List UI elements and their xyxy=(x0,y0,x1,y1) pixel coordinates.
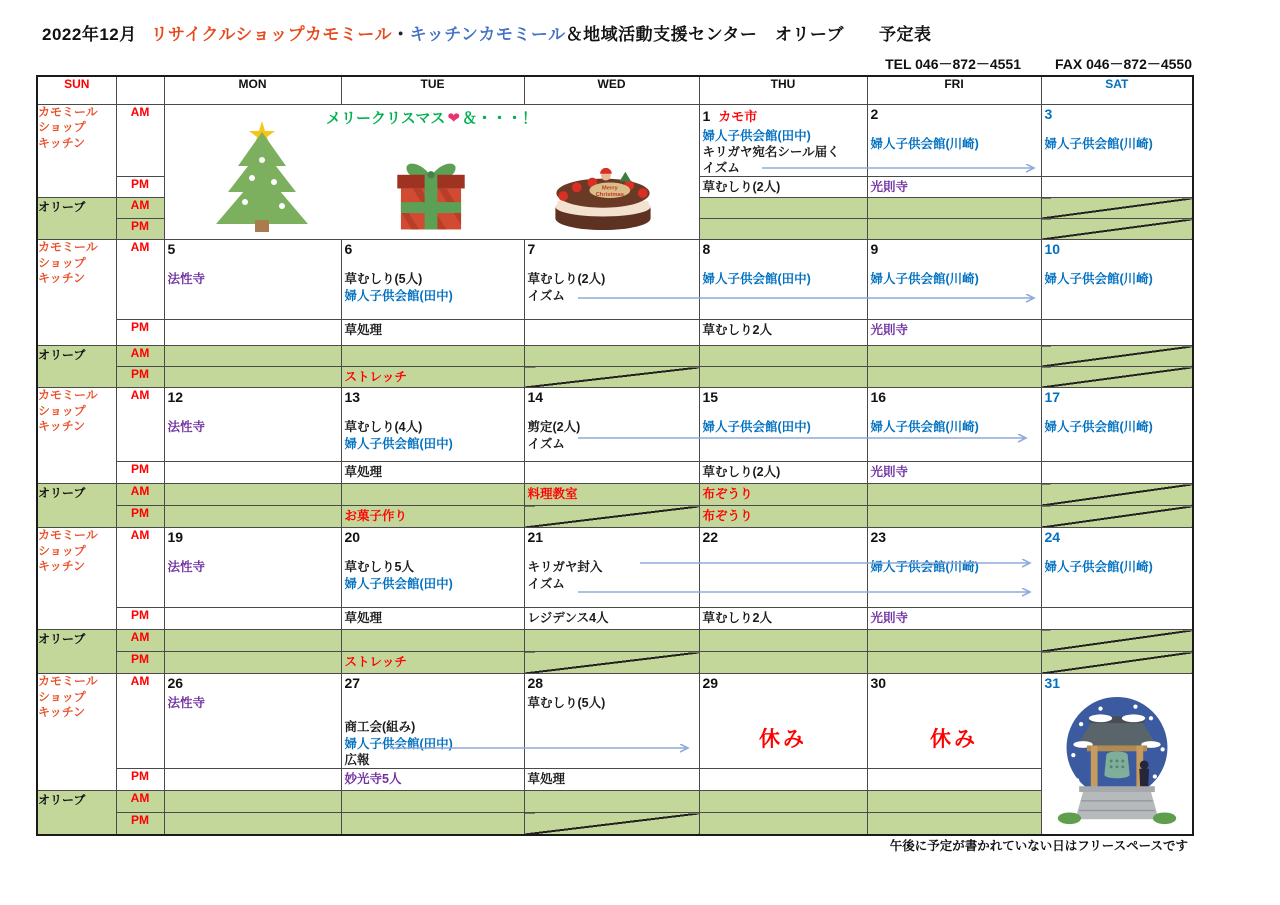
olive-pm-cell xyxy=(867,219,1041,240)
olive-am-cell xyxy=(867,791,1041,813)
day-cell-2: 2 婦人子供会館(川崎) xyxy=(867,104,1041,177)
olive-pm-cell xyxy=(867,367,1041,388)
olive-am-cell xyxy=(164,484,341,506)
olive-am-cell: 料理教室 xyxy=(524,484,699,506)
row-label-olive: オリーブ xyxy=(37,198,116,240)
olive-pm-cell xyxy=(341,813,524,835)
pm-cell xyxy=(699,769,867,791)
olive-am-cell xyxy=(699,346,867,367)
pm-label: PM xyxy=(116,652,164,674)
title-year-month: 2022年12月 xyxy=(42,25,137,44)
day-cell-8: 8 婦人子供会館(田中) xyxy=(699,240,867,320)
svg-text:Christmas: Christmas xyxy=(595,191,624,198)
olive-pm-cell: 布ぞうり xyxy=(699,506,867,528)
am-label: AM xyxy=(116,198,164,219)
day-cell-1: 1 カモ市 婦人子供会館(田中) キリガヤ宛名シール届く イズム xyxy=(699,104,867,177)
pm-cell xyxy=(1041,462,1193,484)
olive-am-cell xyxy=(164,346,341,367)
day-cell-27: 27 商工会(組み) 婦人子供会館(田中) 広報 xyxy=(341,674,524,769)
olive-pm-cell xyxy=(164,506,341,528)
olive-am-cell xyxy=(524,630,699,652)
pm-cell: 光則寺 xyxy=(867,320,1041,346)
day-cell-19: 19 法性寺 xyxy=(164,528,341,608)
event: 法性寺 xyxy=(167,696,206,711)
header-sat: SAT xyxy=(1041,76,1193,104)
am-label: AM xyxy=(116,104,164,177)
pm-cell: 草処理 xyxy=(341,320,524,346)
event: 婦人子供会館(川崎) xyxy=(870,136,979,151)
event: 婦人子供会館(田中) xyxy=(344,576,453,591)
fax-number: FAX 046－872－4550 xyxy=(1055,56,1192,72)
pm-label: PM xyxy=(116,367,164,388)
pm-label: PM xyxy=(116,320,164,346)
day-cell-26: 26 法性寺 xyxy=(164,674,341,769)
day-cell-23: 23 婦人子供会館(川崎) xyxy=(867,528,1041,608)
olive-pm-cell xyxy=(699,813,867,835)
olive-am-cell-closed xyxy=(1041,484,1193,506)
olive-am-cell xyxy=(164,630,341,652)
closed-label: 休み xyxy=(930,728,978,752)
pm-label: PM xyxy=(116,177,164,198)
am-label: AM xyxy=(116,674,164,769)
row-label-chamomile: カモミール ショップ キッチン xyxy=(37,674,116,791)
event: 婦人子供会館(川崎) xyxy=(870,420,979,435)
olive-pm-cell-closed xyxy=(1041,367,1193,388)
olive-am-cell xyxy=(164,791,341,813)
pm-cell: 草処理 xyxy=(524,769,699,791)
day-cell-15: 15 婦人子供会館(田中) xyxy=(699,388,867,462)
christmas-decoration-cell xyxy=(164,104,699,240)
pm-cell: 草むしり2人 xyxy=(699,608,867,630)
pm-cell: 草処理 xyxy=(341,462,524,484)
row-label-chamomile: カモミール ショップ キッチン xyxy=(37,388,116,484)
pm-cell xyxy=(867,769,1041,791)
svg-text:Merry: Merry xyxy=(601,184,618,191)
christmas-tree-icon xyxy=(211,120,313,232)
contact-line xyxy=(885,54,1192,74)
olive-am-cell: 布ぞうり xyxy=(699,484,867,506)
kamo-ichi-label: カモ市 xyxy=(718,108,758,124)
olive-pm-cell-closed xyxy=(524,652,699,674)
day-cell-9: 9 婦人子供会館(川崎) xyxy=(867,240,1041,320)
header-fri: FRI xyxy=(867,76,1041,104)
day-cell-10: 10 婦人子供会館(川崎) xyxy=(1041,240,1193,320)
pm-label: PM xyxy=(116,462,164,484)
day-cell-31: 31 xyxy=(1041,674,1193,835)
pm-cell: 草むしり2人 xyxy=(699,320,867,346)
day-cell-13: 13 草むしり(4人) 婦人子供会館(田中) xyxy=(341,388,524,462)
am-label: AM xyxy=(116,630,164,652)
event: 婦人子供会館(川崎) xyxy=(1044,136,1153,151)
olive-pm-cell xyxy=(867,506,1041,528)
olive-pm-cell-closed xyxy=(1041,219,1193,240)
olive-pm-cell xyxy=(164,652,341,674)
olive-am-cell xyxy=(867,630,1041,652)
title-center: ＆地域活動支援センター オリーブ 予定表 xyxy=(565,25,932,44)
event: 婦人子供会館(川崎) xyxy=(870,560,979,575)
pm-cell xyxy=(524,320,699,346)
olive-am-cell xyxy=(867,198,1041,219)
day-cell-5: 5 法性寺 xyxy=(164,240,341,320)
olive-am-cell xyxy=(524,791,699,813)
day-cell-21: 21 キリガヤ封入 イズム xyxy=(524,528,699,608)
event: 草むしり(5人) xyxy=(527,696,606,711)
event: 婦人子供会館(田中) xyxy=(702,128,811,143)
day-cell-14: 14 剪定(2人) イズム xyxy=(524,388,699,462)
pm-label: PM xyxy=(116,813,164,835)
am-label: AM xyxy=(116,528,164,608)
olive-am-cell-closed xyxy=(1041,198,1193,219)
pm-cell: 草処理 xyxy=(341,608,524,630)
pm-cell: 妙光寺5人 xyxy=(341,769,524,791)
day-cell-6: 6 草むしり(5人) 婦人子供会館(田中) xyxy=(341,240,524,320)
pm-cell xyxy=(524,462,699,484)
olive-am-cell xyxy=(699,630,867,652)
pm-cell: 草むしり(2人) xyxy=(699,177,867,198)
olive-pm-cell-closed xyxy=(524,367,699,388)
event: 草むしり(2人) xyxy=(527,272,606,287)
pm-cell xyxy=(164,769,341,791)
event: 法性寺 xyxy=(167,560,206,575)
row-label-olive: オリーブ xyxy=(37,484,116,528)
olive-am-cell-closed xyxy=(1041,630,1193,652)
header-sun: SUN xyxy=(37,76,116,104)
pm-cell: 草むしり(2人) xyxy=(699,462,867,484)
event: 婦人子供会館(川崎) xyxy=(1044,420,1153,435)
event: イズム xyxy=(527,576,565,591)
am-label: AM xyxy=(116,484,164,506)
event: 法性寺 xyxy=(167,272,206,287)
event: 婦人子供会館(川崎) xyxy=(1044,272,1153,287)
calendar-table-wrap xyxy=(36,75,1192,836)
olive-am-cell xyxy=(699,791,867,813)
olive-pm-cell-closed xyxy=(1041,506,1193,528)
page-title: 2022年12月 リサイクルショップカモミール・キッチンカモミール＆地域活動支援センター オリーブ 予定表 xyxy=(42,25,932,44)
event: 婦人子供会館(川崎) xyxy=(1044,560,1153,575)
olive-am-cell xyxy=(867,346,1041,367)
olive-am-cell xyxy=(867,484,1041,506)
event: イズム xyxy=(527,288,565,303)
row-label-olive: オリーブ xyxy=(37,791,116,835)
pm-label: PM xyxy=(116,219,164,240)
olive-pm-cell: ストレッチ xyxy=(341,367,524,388)
olive-pm-cell xyxy=(164,813,341,835)
day-cell-24: 24 婦人子供会館(川崎) xyxy=(1041,528,1193,608)
olive-am-cell-closed xyxy=(1041,346,1193,367)
pm-cell xyxy=(164,608,341,630)
olive-pm-cell-closed xyxy=(524,506,699,528)
header-tue: TUE xyxy=(341,76,524,104)
event: キリガヤ宛名シール届く xyxy=(702,144,840,159)
header-ampm-col xyxy=(116,76,164,104)
event: 法性寺 xyxy=(167,420,206,435)
olive-pm-cell: お菓子作り xyxy=(341,506,524,528)
pm-cell: レジデンス4人 xyxy=(524,608,699,630)
event: 婦人子供会館(田中) xyxy=(702,272,811,287)
day-cell-7: 7 草むしり(2人) イズム xyxy=(524,240,699,320)
olive-am-cell xyxy=(341,630,524,652)
olive-am-cell xyxy=(524,346,699,367)
day-cell-30: 30 休み xyxy=(867,674,1041,769)
event: キリガヤ封入 xyxy=(527,560,603,575)
christmas-cake-icon xyxy=(549,164,657,232)
olive-am-cell xyxy=(341,484,524,506)
merry-christmas-banner: メリークリスマス ❤ ＆・・・！ xyxy=(326,109,537,127)
event: 草むしり(4人) xyxy=(344,420,423,435)
row-label-chamomile: カモミール ショップ キッチン xyxy=(37,240,116,346)
pm-cell xyxy=(164,320,341,346)
weekday-header-row xyxy=(37,76,1193,104)
am-label: AM xyxy=(116,346,164,367)
title-recycle-shop: リサイクルショップカモミール xyxy=(150,25,393,44)
olive-pm-cell: ストレッチ xyxy=(341,652,524,674)
olive-pm-cell xyxy=(699,219,867,240)
pm-cell xyxy=(1041,177,1193,198)
olive-pm-cell xyxy=(867,652,1041,674)
pm-cell xyxy=(1041,608,1193,630)
event: 広報 xyxy=(344,752,370,767)
day-cell-28: 28 草むしり(5人) xyxy=(524,674,699,769)
closed-label: 休み xyxy=(759,728,807,752)
header-wed: WED xyxy=(524,76,699,104)
olive-am-cell xyxy=(699,198,867,219)
day-cell-22: 22 xyxy=(699,528,867,608)
gift-box-icon xyxy=(390,154,472,232)
pm-label: PM xyxy=(116,608,164,630)
temple-bell-icon xyxy=(1053,695,1181,827)
event: 草むしり5人 xyxy=(344,560,414,575)
day-cell-20: 20 草むしり5人 婦人子供会館(田中) xyxy=(341,528,524,608)
row-label-olive: オリーブ xyxy=(37,630,116,674)
pm-label: PM xyxy=(116,506,164,528)
event: 商工会(組み) xyxy=(344,720,416,735)
am-label: AM xyxy=(116,388,164,462)
tel-number: TEL 046－872－4551 xyxy=(885,56,1022,72)
olive-pm-cell xyxy=(699,367,867,388)
header-thu: THU xyxy=(699,76,867,104)
am-label: AM xyxy=(116,791,164,813)
olive-pm-cell-closed xyxy=(1041,652,1193,674)
event: イズム xyxy=(702,161,740,175)
pm-cell: 光則寺 xyxy=(867,462,1041,484)
row-label-chamomile: カモミール ショップ キッチン xyxy=(37,528,116,630)
title-kitchen: キッチンカモミール xyxy=(409,25,566,44)
event: 婦人子供会館(川崎) xyxy=(870,272,979,287)
pm-label: PM xyxy=(116,769,164,791)
day-cell-17: 17 婦人子供会館(川崎) xyxy=(1041,388,1193,462)
olive-pm-cell xyxy=(164,367,341,388)
event: 婦人子供会館(田中) xyxy=(702,420,811,435)
row-label-olive: オリーブ xyxy=(37,346,116,388)
row-label-chamomile: カモミール ショップ キッチン xyxy=(37,104,116,198)
pm-cell xyxy=(164,462,341,484)
event: 剪定(2人) xyxy=(527,420,581,435)
event: 婦人子供会館(田中) xyxy=(344,436,453,451)
pm-cell: 光則寺 xyxy=(867,608,1041,630)
pm-cell: 光則寺 xyxy=(867,177,1041,198)
event: 婦人子供会館(田中) xyxy=(344,736,453,751)
header-mon: MON xyxy=(164,76,341,104)
olive-pm-cell-closed xyxy=(524,813,699,835)
am-label: AM xyxy=(116,240,164,320)
olive-pm-cell xyxy=(699,652,867,674)
event: 草むしり(5人) xyxy=(344,272,423,287)
heart-icon: ❤ xyxy=(447,109,460,127)
day-cell-3: 3 婦人子供会館(川崎) xyxy=(1041,104,1193,177)
event: 婦人子供会館(田中) xyxy=(344,288,453,303)
footnote: 午後に予定が書かれていない日はフリースペースです xyxy=(889,839,1188,853)
calendar-table xyxy=(36,75,1194,836)
day-cell-16: 16 婦人子供会館(川崎) xyxy=(867,388,1041,462)
day-cell-12: 12 法性寺 xyxy=(164,388,341,462)
olive-am-cell xyxy=(341,346,524,367)
day-cell-29: 29 休み xyxy=(699,674,867,769)
olive-am-cell xyxy=(341,791,524,813)
event: イズム xyxy=(527,436,565,451)
pm-cell xyxy=(1041,320,1193,346)
olive-pm-cell xyxy=(867,813,1041,835)
